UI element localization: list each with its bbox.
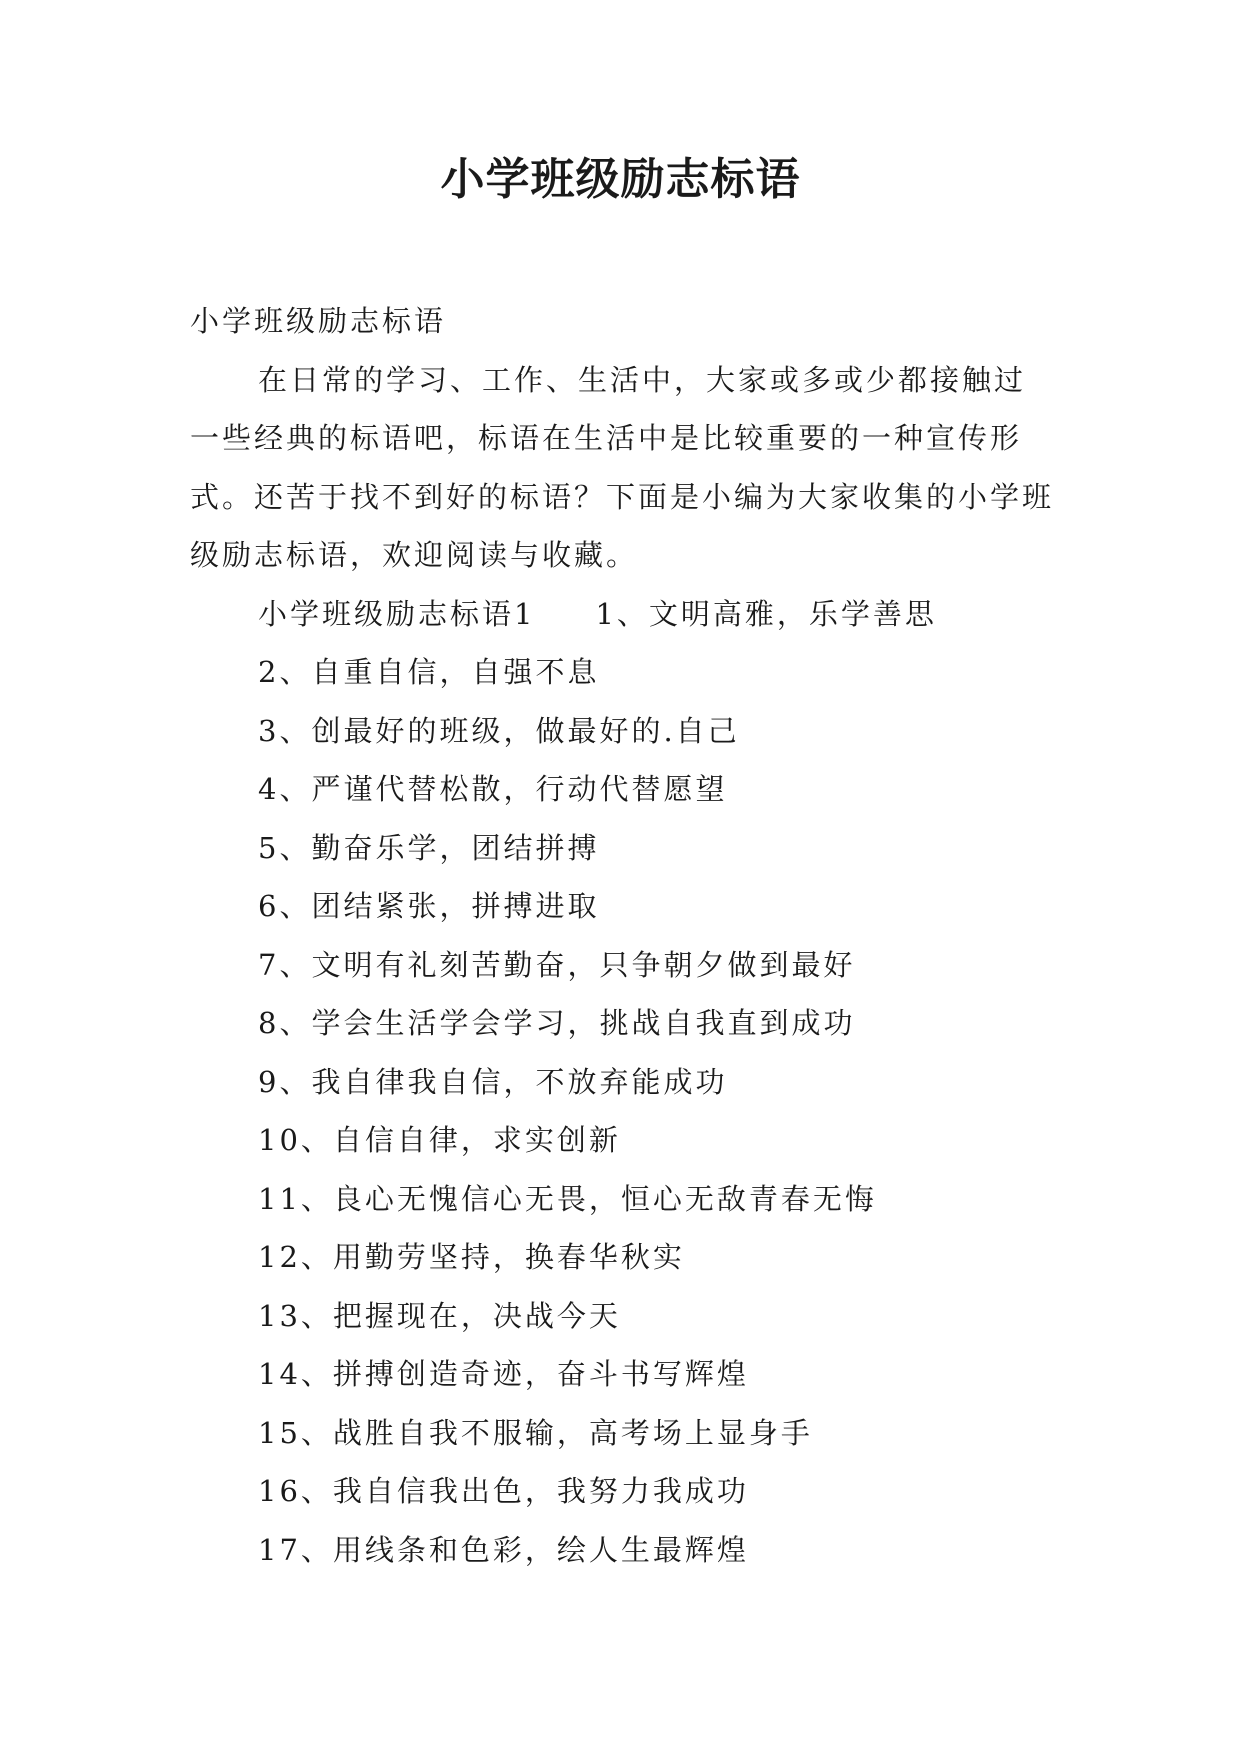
list-item-4: 4、严谨代替松散，行动代替愿望: [258, 772, 728, 806]
intro-paragraph: 在日常的学习、工作、生活中，大家或多或少都接触过一些经典的标语吧，标语在生活中是比较重要的一种宣传形式。还苦于找不到好的标语？下面是小编为大家收集的小学班级励志标语，欢迎阅读与收藏。: [190, 362, 1055, 572]
list-item-6: 6、团结紧张，拼搏进取: [258, 889, 600, 923]
list-item-13: 13、把握现在，决战今天: [258, 1298, 621, 1333]
list-item-1: 1、文明高雅，乐学善思: [595, 596, 937, 631]
document-title: 小学班级励志标语: [440, 154, 801, 205]
list-item-15: 15、战胜自我不服输，高考场上显身手: [258, 1415, 813, 1450]
subtitle: 小学班级励志标语: [190, 304, 447, 338]
list-item-12: 12、用勤劳坚持，换春华秋实: [258, 1240, 685, 1274]
section-heading: 小学班级励志标语1: [258, 596, 536, 631]
list-item-8: 8、学会生活学会学习，挑战自我直到成功: [258, 1006, 856, 1040]
list-item-5: 5、勤奋乐学，团结拼搏: [258, 830, 600, 865]
list-item-17: 17、用线条和色彩，绘人生最辉煌: [258, 1532, 749, 1567]
list-item-3: 3、创最好的班级，做最好的.自己: [258, 713, 740, 748]
document-body: [190, 292, 1056, 1579]
list-item-2: 2、自重自信，自强不息: [258, 655, 600, 689]
section-heading-line: [190, 585, 1056, 644]
list-item-16: 16、我自信我出色，我努力我成功: [258, 1474, 749, 1508]
list-item-11: 11、良心无愧信心无畏，恒心无敌青春无悔: [258, 1181, 877, 1216]
list-item-9: 9、我自律我自信，不放弃能成功: [258, 1064, 728, 1099]
list-item-10: 10、自信自律，求实创新: [258, 1123, 621, 1157]
list-item-14: 14、拼搏创造奇迹，奋斗书写辉煌: [258, 1357, 749, 1391]
list-item-7: 7、文明有礼刻苦勤奋，只争朝夕做到最好: [258, 947, 856, 982]
